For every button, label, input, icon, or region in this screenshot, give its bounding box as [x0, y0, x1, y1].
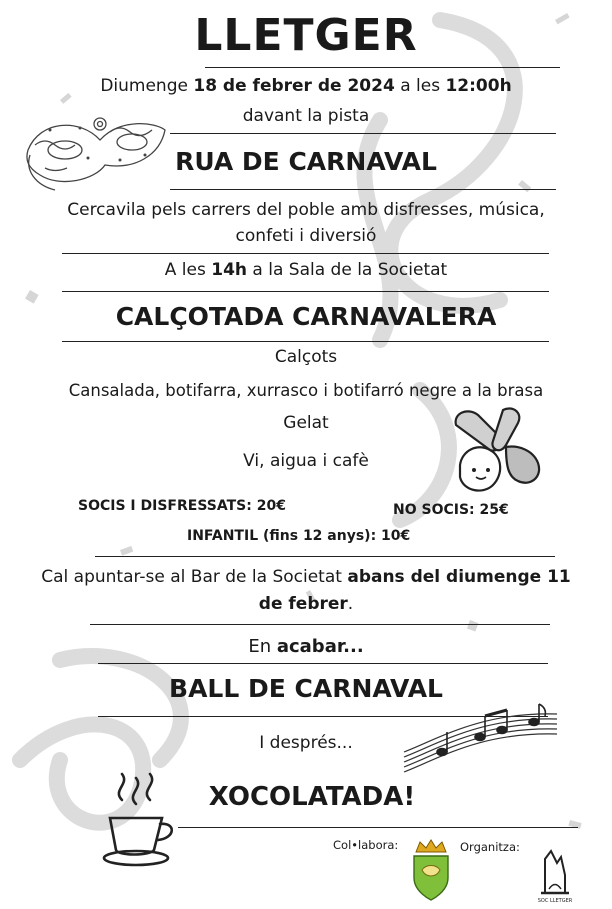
divider — [205, 67, 560, 68]
menu-item: Gelat — [283, 413, 329, 433]
menu-item: Calçots — [274, 347, 338, 367]
divider — [170, 133, 556, 134]
calcot-icon — [448, 405, 548, 497]
organitza-label: Organitza: — [460, 840, 520, 854]
rua-description-1: Cercavila pels carrers del poble amb disfresses, música, — [67, 200, 545, 220]
price-socis: SOCIS I DISFRESSATS: 20€ — [78, 498, 286, 514]
divider — [90, 624, 550, 625]
coat-of-arms-icon — [410, 838, 452, 902]
collabora-label: Col•labora: — [333, 838, 399, 852]
rua-heading: RUA DE CARNAVAL — [175, 147, 437, 176]
price-no-socis: NO SOCIS: 25€ — [393, 502, 509, 518]
then-line: I després... — [259, 733, 353, 753]
calcotada-time: A les 14h a la Sala de la Societat — [164, 260, 448, 280]
after-line: En acabar... — [248, 636, 364, 657]
divider — [170, 189, 556, 190]
xocolatada-heading: XOCOLATADA! — [208, 782, 416, 812]
rua-description-2: confeti i diversió — [235, 226, 377, 246]
divider — [95, 556, 555, 557]
page-title: LLETGER — [194, 10, 418, 61]
menu-item: Cansalada, botifarra, xurrasco i botifarró negre a la brasa — [68, 381, 544, 400]
date-time-line: Diumenge 18 de febrer de 2024 a les 12:00h — [100, 76, 512, 96]
divider — [62, 291, 549, 292]
signup-line-2: de febrer. — [258, 594, 354, 614]
menu-item: Vi, aigua i cafè — [243, 451, 369, 471]
price-infantil: INFANTIL (fins 12 anys): 10€ — [187, 528, 411, 544]
calcotada-heading: CALÇOTADA CARNAVALERA — [115, 302, 497, 331]
divider — [62, 253, 549, 254]
society-logo-icon — [535, 845, 575, 905]
signup-line-1: Cal apuntar-se al Bar de la Societat abans del diumenge 11 — [41, 567, 571, 587]
musical-notes-icon — [402, 702, 562, 774]
location-line: davant la pista — [242, 106, 370, 126]
divider — [178, 827, 578, 828]
divider — [98, 663, 548, 664]
divider — [62, 341, 549, 342]
ball-heading: BALL DE CARNAVAL — [169, 674, 443, 703]
society-logo-text: SOC LLETGER — [537, 898, 573, 904]
